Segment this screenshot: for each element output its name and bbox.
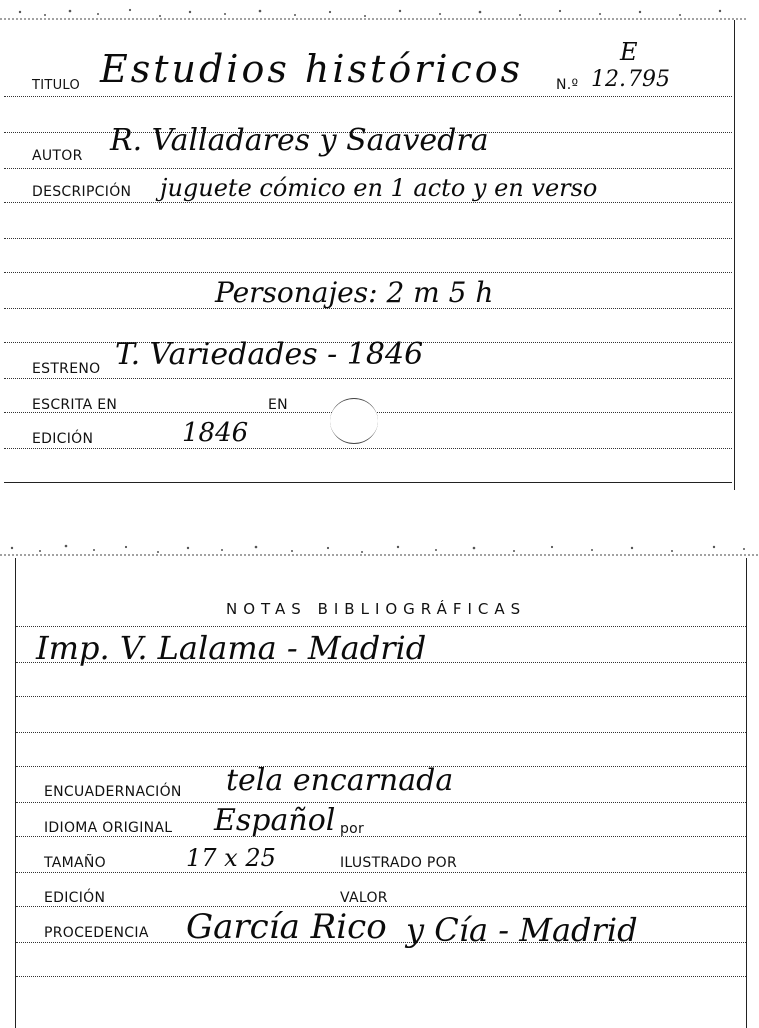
numero-suffix-value: 795 [628, 67, 670, 92]
descripcion-label: DESCRIPCIÓN [32, 184, 132, 200]
ruled-line [16, 732, 746, 733]
ruled-line [4, 272, 732, 273]
ruled-line [4, 168, 732, 169]
titulo-value: Estudios históricos [100, 47, 524, 91]
ruled-line [16, 872, 746, 873]
card-left-border [15, 558, 16, 1028]
ruled-line [4, 448, 732, 449]
edicion-label: EDICIÓN [44, 890, 106, 906]
card-bottom-edge [4, 482, 732, 483]
en-label: EN [268, 397, 288, 413]
tamano-value: 17 x 25 [186, 844, 276, 872]
tamano-label: TAMAÑO [44, 855, 106, 871]
por-label: por [340, 821, 365, 837]
estreno-value: T. Variedades - 1846 [115, 337, 424, 372]
titulo-label: TITULO [32, 78, 81, 93]
notas-bibliograficas-title: NOTAS BIBLIOGRÁFICAS [226, 600, 527, 618]
descripcion-value: juguete cómico en 1 acto y en verso [160, 174, 598, 202]
ruled-line [16, 836, 746, 837]
autor-value: R. Valladares y Saavedra [110, 123, 489, 158]
procedencia-value-2: y Cía - Madrid [406, 911, 638, 949]
ruled-line [4, 238, 732, 239]
card-right-border [746, 558, 747, 1028]
valor-label: VALOR [340, 890, 388, 906]
ruled-line [16, 802, 746, 803]
idioma-original-label: IDIOMA ORIGINAL [44, 820, 173, 836]
numero-prefix-value: 12. [591, 67, 626, 92]
ruled-line [4, 202, 732, 203]
ilustrado-por-label: ILUSTRADO POR [340, 855, 457, 871]
torn-edge-speckle [0, 540, 759, 556]
escrita-en-label: ESCRITA EN [32, 397, 118, 413]
numero-label: N.º [556, 77, 579, 93]
ruled-line [16, 976, 746, 977]
torn-edge-speckle [0, 4, 747, 20]
card-right-border [734, 20, 735, 490]
ruled-line [16, 626, 746, 627]
edicion-label: EDICIÓN [32, 431, 94, 447]
catalog-card-back [0, 540, 759, 1028]
ruled-line [16, 696, 746, 697]
encuadernacion-value: tela encarnada [226, 763, 454, 798]
edicion-value: 1846 [182, 418, 249, 448]
estreno-label: ESTRENO [32, 361, 101, 377]
catalog-card-front [0, 0, 747, 490]
imprenta-value: Imp. V. Lalama - Madrid [36, 629, 427, 667]
personajes-value: Personajes: 2 m 5 h [215, 276, 494, 309]
idioma-original-value: Español [214, 803, 336, 838]
ruled-line [4, 378, 732, 379]
ink-stamp-mark [330, 398, 378, 444]
numero-mark-value: E [620, 38, 638, 66]
ruled-line [4, 96, 732, 97]
procedencia-label: PROCEDENCIA [44, 925, 149, 941]
autor-label: AUTOR [32, 148, 83, 164]
encuadernacion-label: ENCUADERNACIÓN [44, 784, 182, 800]
procedencia-value-1: García Rico [186, 907, 387, 947]
